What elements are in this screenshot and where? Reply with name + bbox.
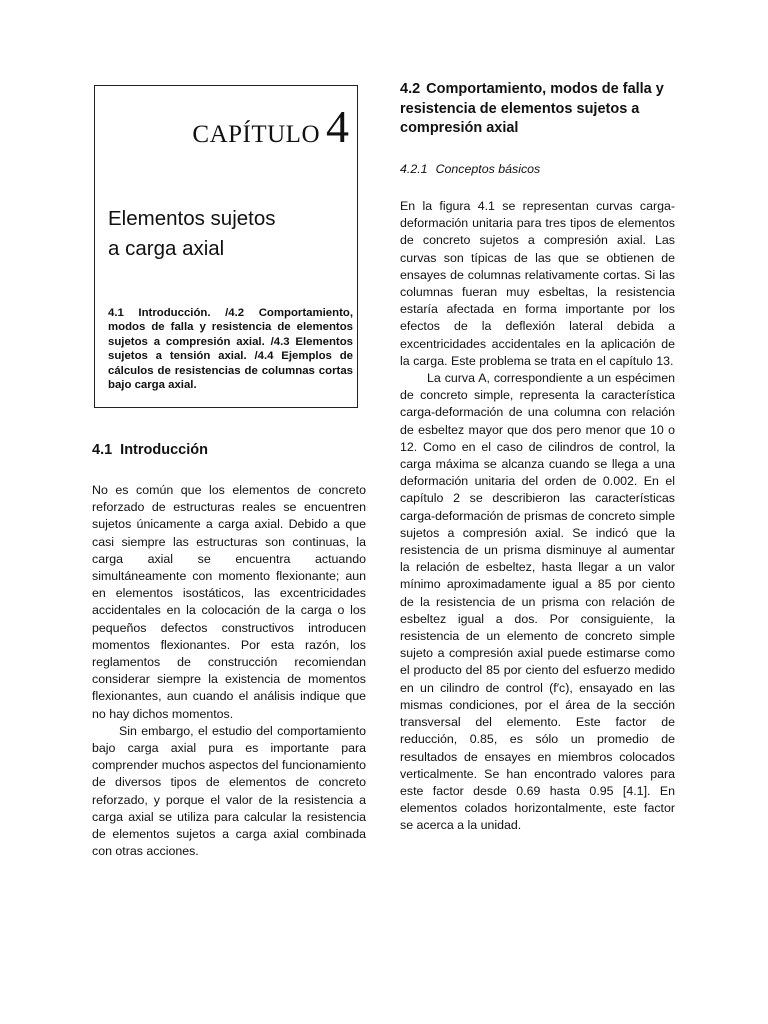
paragraph: Sin embargo, el estudio del comportamiento bajo carga axial pura es importante para comprender muchos aspectos del funcionamiento de diversos tipos de elementos de concreto reforzado, y porque el valor de la resistencia a carga axial se utiliza para calcular la resistencia de elementos sujetos a carga axial combinada con otras acciones. xyxy=(92,723,366,859)
chapter-title-line2: a carga axial xyxy=(108,237,225,260)
paragraph: En la figura 4.1 se representan curvas carga-deformación unitaria para tres tipos de elementos de concreto sujetos a compresión axial. Las curvas son típicas de las que se obtienen de ensayes de columnas relativamente cortas. Si las columnas fueran muy esbeltas, la resistencia estaría afectada en forma importante por los efectos de la deflexión lateral debida a excentricidades accidentales en la aplicación de la carga. Este problema se trata en el capítulo 13. xyxy=(400,199,675,368)
chapter-box xyxy=(94,85,358,408)
chapter-heading xyxy=(192,100,349,153)
chapter-word: CAPÍTULO xyxy=(192,121,320,148)
section-number: 4.2 xyxy=(400,81,421,97)
paragraph: No es común que los elementos de concreto reforzado de estructuras reales se encuentren sujetos únicamente a carga axial. Debido a que casi siempre las estructuras son continuas, la carga axial se encuentra actuando simultáneamente con momento flexionante; aun en elementos isostáticos, las excentricidades accidentales en la colocación de la carga o los pequeños defectos constructivos introducen momentos flexionantes. Por esta razón, los reglamentos de construcción recomiendan considerar siempre la existencia de momentos flexionantes, aun cuando el análisis indique que no hay dichos momentos. xyxy=(92,483,366,721)
section-title: Comportamiento, modos de falla y resistencia de elementos sujetos a compresión axial xyxy=(400,81,664,136)
subsection-heading-4-2-1 xyxy=(400,162,540,176)
right-column-text xyxy=(400,198,675,835)
subsection-number: 4.2.1 xyxy=(400,162,428,176)
chapter-number: 4 xyxy=(326,101,349,152)
paragraph: La curva A, correspondiente a un espécimen de concreto simple, representa la característica carga-deformación de una columna con relación de esbeltez mayor que dos pero menor que 10 o 12. Como en el caso de cilindros de control, la carga máxima se alcanza cuando se llega a una deformación unitaria del orden de 0.002. En el capítulo 2 se describieron las características carga-deformación de prismas de concreto simple sujetos a compresión axial. Se indicó que la resistencia de un prisma disminuye al aumentar la relación de esbeltez, hasta llegar a un valor mínimo aproximadamente igual a 85 por ciento de la resistencia de un prisma con relación de esbeltez igual a dos. Por consiguiente, la resistencia de un elemento de concreto simple sujeto a compresión axial puede estimarse como el producto del 85 por ciento del esfuerzo medido en un cilindro de control (f′c), ensayado en las mismas condiciones, por el área de la sección transversal del elemento. Este factor de reducción, 0.85, es sólo un promedio de resultados de ensayes en miembros colocados verticalmente. Se han encontrado valores para este factor desde 0.69 hasta 0.95 [4.1]. En elementos colados horizontalmente, este factor se acerca a la unidad. xyxy=(400,371,675,833)
section-title: Introducción xyxy=(120,442,208,458)
left-column-text xyxy=(92,482,366,860)
chapter-title-line1: Elementos sujetos xyxy=(108,207,276,230)
chapter-title xyxy=(108,204,348,264)
chapter-contents: 4.1 Introducción. /4.2 Comportamiento, modos de falla y resistencia de elementos sujetos a compresión axial. /4.3 Elementos sujetos a tensión axial. /4.4 Ejemplos de cálculos de resistencias de columnas cortas bajo carga axial. xyxy=(108,307,353,392)
section-heading-4-2 xyxy=(400,80,670,139)
section-heading-4-1 xyxy=(92,442,208,458)
subsection-title: Conceptos básicos xyxy=(435,162,541,176)
section-number: 4.1 xyxy=(92,442,113,458)
